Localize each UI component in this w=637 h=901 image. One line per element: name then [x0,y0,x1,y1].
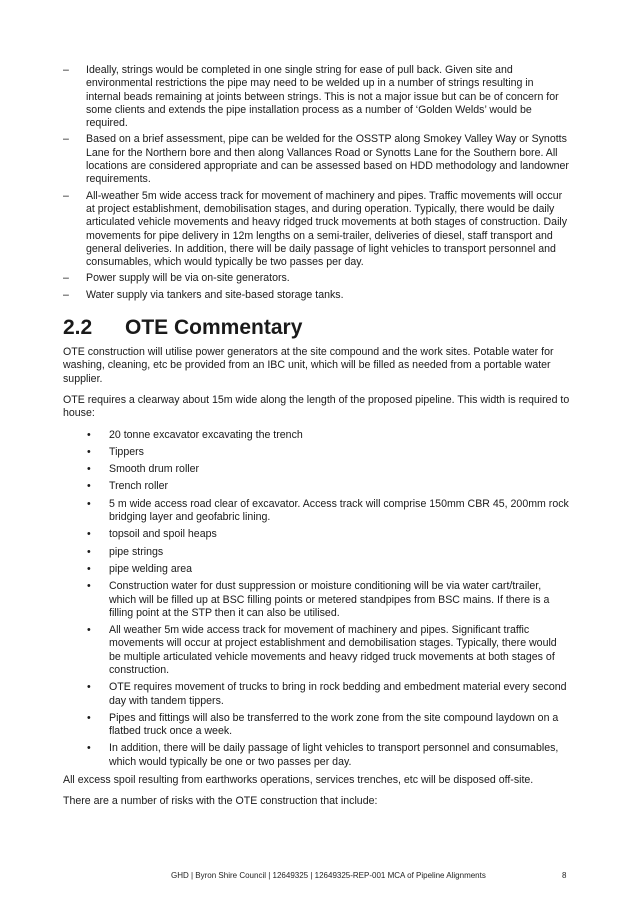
page-number: 8 [562,871,567,880]
bullet-marker: • [87,528,91,541]
bullet-list-item [63,446,571,459]
bullet-list-item [63,546,571,559]
bullet-list-item [63,498,571,525]
bullet-marker: • [87,445,91,458]
bullet-item-text: 5 m wide access road clear of excavator. Access track will comprise 150mm CBR 45, 200mm rock bridging layer and geofabric lining. [109,497,569,524]
bullet-item-text: Tippers [109,445,144,458]
bullet-list-item [63,742,571,769]
bullet-marker: • [87,463,91,476]
dash-marker: – [63,288,69,301]
bullet-item-text: pipe strings [109,545,164,558]
dash-marker: – [63,64,69,76]
bullet-list-item [63,463,571,476]
dash-marker: – [63,133,69,146]
section-number: 2.2 [63,316,93,340]
paragraph-risks: There are a number of risks with the OTE construction that include: [63,795,378,808]
bullet-item-text: In addition, there will be daily passage of light vehicles to transport personnel and consumables, which would typically be one or two passes per day. [109,742,559,768]
bullet-list-item [63,528,571,541]
dash-list [63,64,571,302]
footer-reference: GHD | Byron Shire Council | 12649325 | 12649325-REP-001 MCA of Pipeline Alignments [171,871,486,880]
section-heading [63,316,571,340]
dash-list-item [63,64,571,130]
bullet-marker: • [87,428,91,441]
bullet-item-text: Trench roller [109,480,169,493]
bullet-marker: • [87,497,91,510]
bullet-marker: • [87,711,91,724]
bullet-list-item [63,429,571,442]
page-content [63,64,571,817]
bullet-marker: • [87,545,91,558]
dash-list-item [63,289,571,302]
dash-item-text: Power supply will be via on-site generators. [86,272,290,285]
section-title: OTE Commentary [125,316,303,340]
bullet-item-text: OTE requires movement of trucks to bring in rock bedding and embedment material every second day with tandem tippers. [109,681,567,707]
bullet-item-text: Smooth drum roller [109,463,200,476]
bullet-item-text: All weather 5m wide access track for movement of machinery and pipes. Significant traffic movements will occur at project establishment and demobilisation stages. Typically, there would be multiple articulated vehicle movements and heavy ridged truck movements at both stages of construction. [109,624,557,676]
paragraph-spoil: All excess spoil resulting from earthworks operations, services trenches, etc will be disposed off-site. [63,774,534,787]
bullet-list-item [63,712,571,739]
bullet-list [63,429,571,770]
dash-item-text: Water supply via tankers and site-based storage tanks. [86,288,344,301]
dash-item-text: Ideally, strings would be completed in one single string for ease of pull back. Given site and environmental restrictions the pipe may need to be welded up in a number of strings resulting in internal beads remaining at joints between strings. This is not a major issue but can be of concern for some clients and extends the pipe installation process as a number of ‘Golden Welds’ would be required. [86,64,559,130]
bullet-list-item [63,624,571,677]
bullet-list-item [63,480,571,493]
dash-marker: – [63,189,69,202]
bullet-marker: • [87,624,91,637]
bullet-marker: • [87,580,91,593]
bullet-item-text: pipe welding area [109,562,193,575]
bullet-marker: • [87,480,91,493]
paragraph-power-water: OTE construction will utilise power generators at the site compound and the work sites. Potable water for washing, cleaning, etc be provided from an IBC unit, which will be filled as needed from a portable water supplier. [63,346,554,385]
bullet-list-item [63,580,571,620]
bullet-marker: • [87,681,91,694]
paragraph-clearway: OTE requires a clearway about 15m wide along the length of the proposed pipeline. This width is required to house: [63,393,570,420]
bullet-item-text: Construction water for dust suppression or moisture conditioning will be via water cart/trailer, which will be filled up at BSC filling points or metered standpipes from BSC mains. If there is a filling point at the STP then it can also be utilised. [109,580,550,619]
bullet-list-item [63,681,571,708]
bullet-item-text: Pipes and fittings will also be transferred to the work zone from the site compound laydown on a flatbed truck once a week. [109,711,559,738]
dash-item-text: All-weather 5m wide access track for movement of machinery and pipes. Traffic movements will occur at project establishment, demobilisation stages, and during operation. Typically, there would be daily articulated vehicle movements and heavy ridged truck movements at both stages of construction. Daily movements for pipe delivery in 12m lengths on a semi-trailer, deliveries of diesel, staff transport and general deliveries. In addition, there will be daily passage of light vehicles to transport personnel and consumables, which would typically be two passes per day. [86,189,568,269]
bullet-marker: • [87,742,91,755]
dash-item-text: Based on a brief assessment, pipe can be welded for the OSSTP along Smokey Valley Way or Synotts Lane for the Northern bore and then along Vallances Road or Synotts Lane for the Southern bore. All locations are considered appropriate and can be assessed based on HDD methodology and landowner requirements. [86,133,569,186]
bullet-item-text: 20 tonne excavator excavating the trench [109,428,303,441]
bullet-item-text: topsoil and spoil heaps [109,528,217,541]
bullet-marker: • [87,562,91,575]
dash-list-item [63,133,571,186]
dash-list-item [63,272,571,285]
dash-list-item [63,190,571,270]
bullet-list-item [63,563,571,576]
dash-marker: – [63,272,69,285]
